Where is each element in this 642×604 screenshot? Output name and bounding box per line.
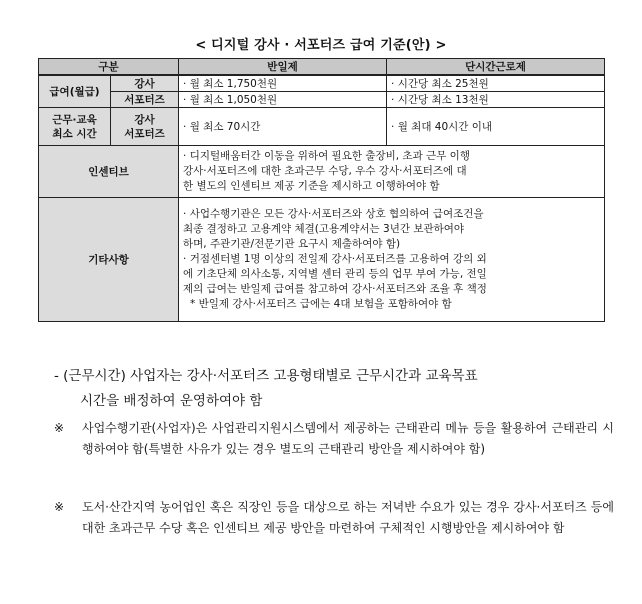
- reference-mark-icon: ※: [54, 421, 65, 435]
- header-full-time: 반일제: [179, 59, 387, 76]
- note-attendance: [54, 418, 614, 460]
- other-star-note: * 반일제 강사·서포터즈 급에는 4대 보험을 포함하여야 함: [190, 297, 452, 310]
- note-evening-class: [54, 497, 614, 539]
- header-part-time: 단시간근로제: [387, 59, 605, 76]
- other-line: 최종 결정하고 고용계약 체결(고용계약서는 3년간 보관하여야: [183, 222, 465, 235]
- pay-label: 급여(월급): [39, 75, 111, 108]
- other-line: 하며, 주관기관/전문기관 요구시 제출하여야 함): [183, 237, 401, 250]
- note-text: 사업수행기관(사업자)은 사업관리지원시스템에서 제공하는 근태관리 메뉴 등을 활용하여 근태관리 시행하여야 함(특별한 사유가 있는 경우 별도의 근태관리 방안을 제시하여야 함): [82, 421, 614, 456]
- hours-label: [39, 108, 111, 146]
- table-header-row: [39, 59, 605, 76]
- other-line: · 사업수행기관은 모든 강사·서포터즈와 상호 협의하여 급여조건을: [183, 207, 484, 220]
- incentive-line: 한 별도의 인센티브 제공 기준을 제시하고 이행하여야 함: [183, 179, 440, 192]
- hours-part: · 월 최대 40시간 이내: [387, 108, 605, 146]
- incentive-line: · 디지털배움터간 이동을 위하여 필요한 출장비, 초과 근무 이행: [183, 149, 470, 162]
- paragraph-line2: 시간을 배정하여 운영하여야 함: [80, 393, 263, 409]
- pay-standard-table: [38, 58, 605, 322]
- pay-supporter-label: 서포터즈: [111, 92, 179, 108]
- paragraph-line1: - (근무시간) 사업자는 강사·서포터즈 고용형태별로 근무시간과 교육목표: [54, 368, 478, 384]
- work-hours-paragraph: [54, 364, 616, 414]
- reference-mark-icon: ※: [54, 500, 65, 514]
- other-line: 에 기초단체 의사소통, 지역별 센터 관리 등의 업무 부여 가능, 전일: [183, 267, 487, 280]
- table-row: [39, 92, 605, 108]
- incentive-content: [179, 146, 605, 198]
- hours-full: · 월 최소 70시간: [179, 108, 387, 146]
- other-line: · 거점센터별 1명 이상의 전일제 강사·서포터즈를 고용하여 강의 외: [183, 252, 487, 265]
- document-title: < 디지털 강사 · 서포터즈 급여 기준(안) >: [195, 38, 447, 53]
- table-row: [39, 146, 605, 198]
- table-row: [39, 108, 605, 146]
- other-line: 제의 급여는 반일제 급여를 참고하여 강사·서포터즈와 조율 후 책정: [183, 282, 487, 295]
- other-label: 기타사항: [39, 198, 179, 322]
- hours-sub-supporter: 서포터즈: [124, 127, 165, 140]
- incentive-line: 강사·서포터즈에 대한 초과근무 수당, 우수 강사·서포터즈에 대: [183, 164, 467, 177]
- hours-sub-label: [111, 108, 179, 146]
- hours-label-line2: 최소 시간: [52, 127, 97, 140]
- table-row: [39, 198, 605, 322]
- pay-instructor-label: 강사: [111, 75, 179, 92]
- pay-supporter-part: · 시간당 최소 13천원: [387, 92, 605, 108]
- pay-instructor-part: · 시간당 최소 25천원: [387, 75, 605, 92]
- note-text: 도서·산간지역 농어업인 혹은 직장인 등을 대상으로 하는 저녁반 수요가 있는 경우 강사·서포터즈 등에 대한 초과근무 수당 혹은 인센티브 제공 방안을 마련하여 구체적인 시행방안을 제시하여야 함: [82, 500, 614, 535]
- pay-instructor-full: · 월 최소 1,750천원: [179, 75, 387, 92]
- table-row: [39, 75, 605, 92]
- hours-label-line1: 근무·교육: [52, 113, 97, 126]
- other-content: [179, 198, 605, 322]
- pay-supporter-full: · 월 최소 1,050천원: [179, 92, 387, 108]
- header-category: 구분: [39, 59, 179, 76]
- incentive-label: 인센티브: [39, 146, 179, 198]
- hours-sub-instructor: 강사: [134, 113, 155, 126]
